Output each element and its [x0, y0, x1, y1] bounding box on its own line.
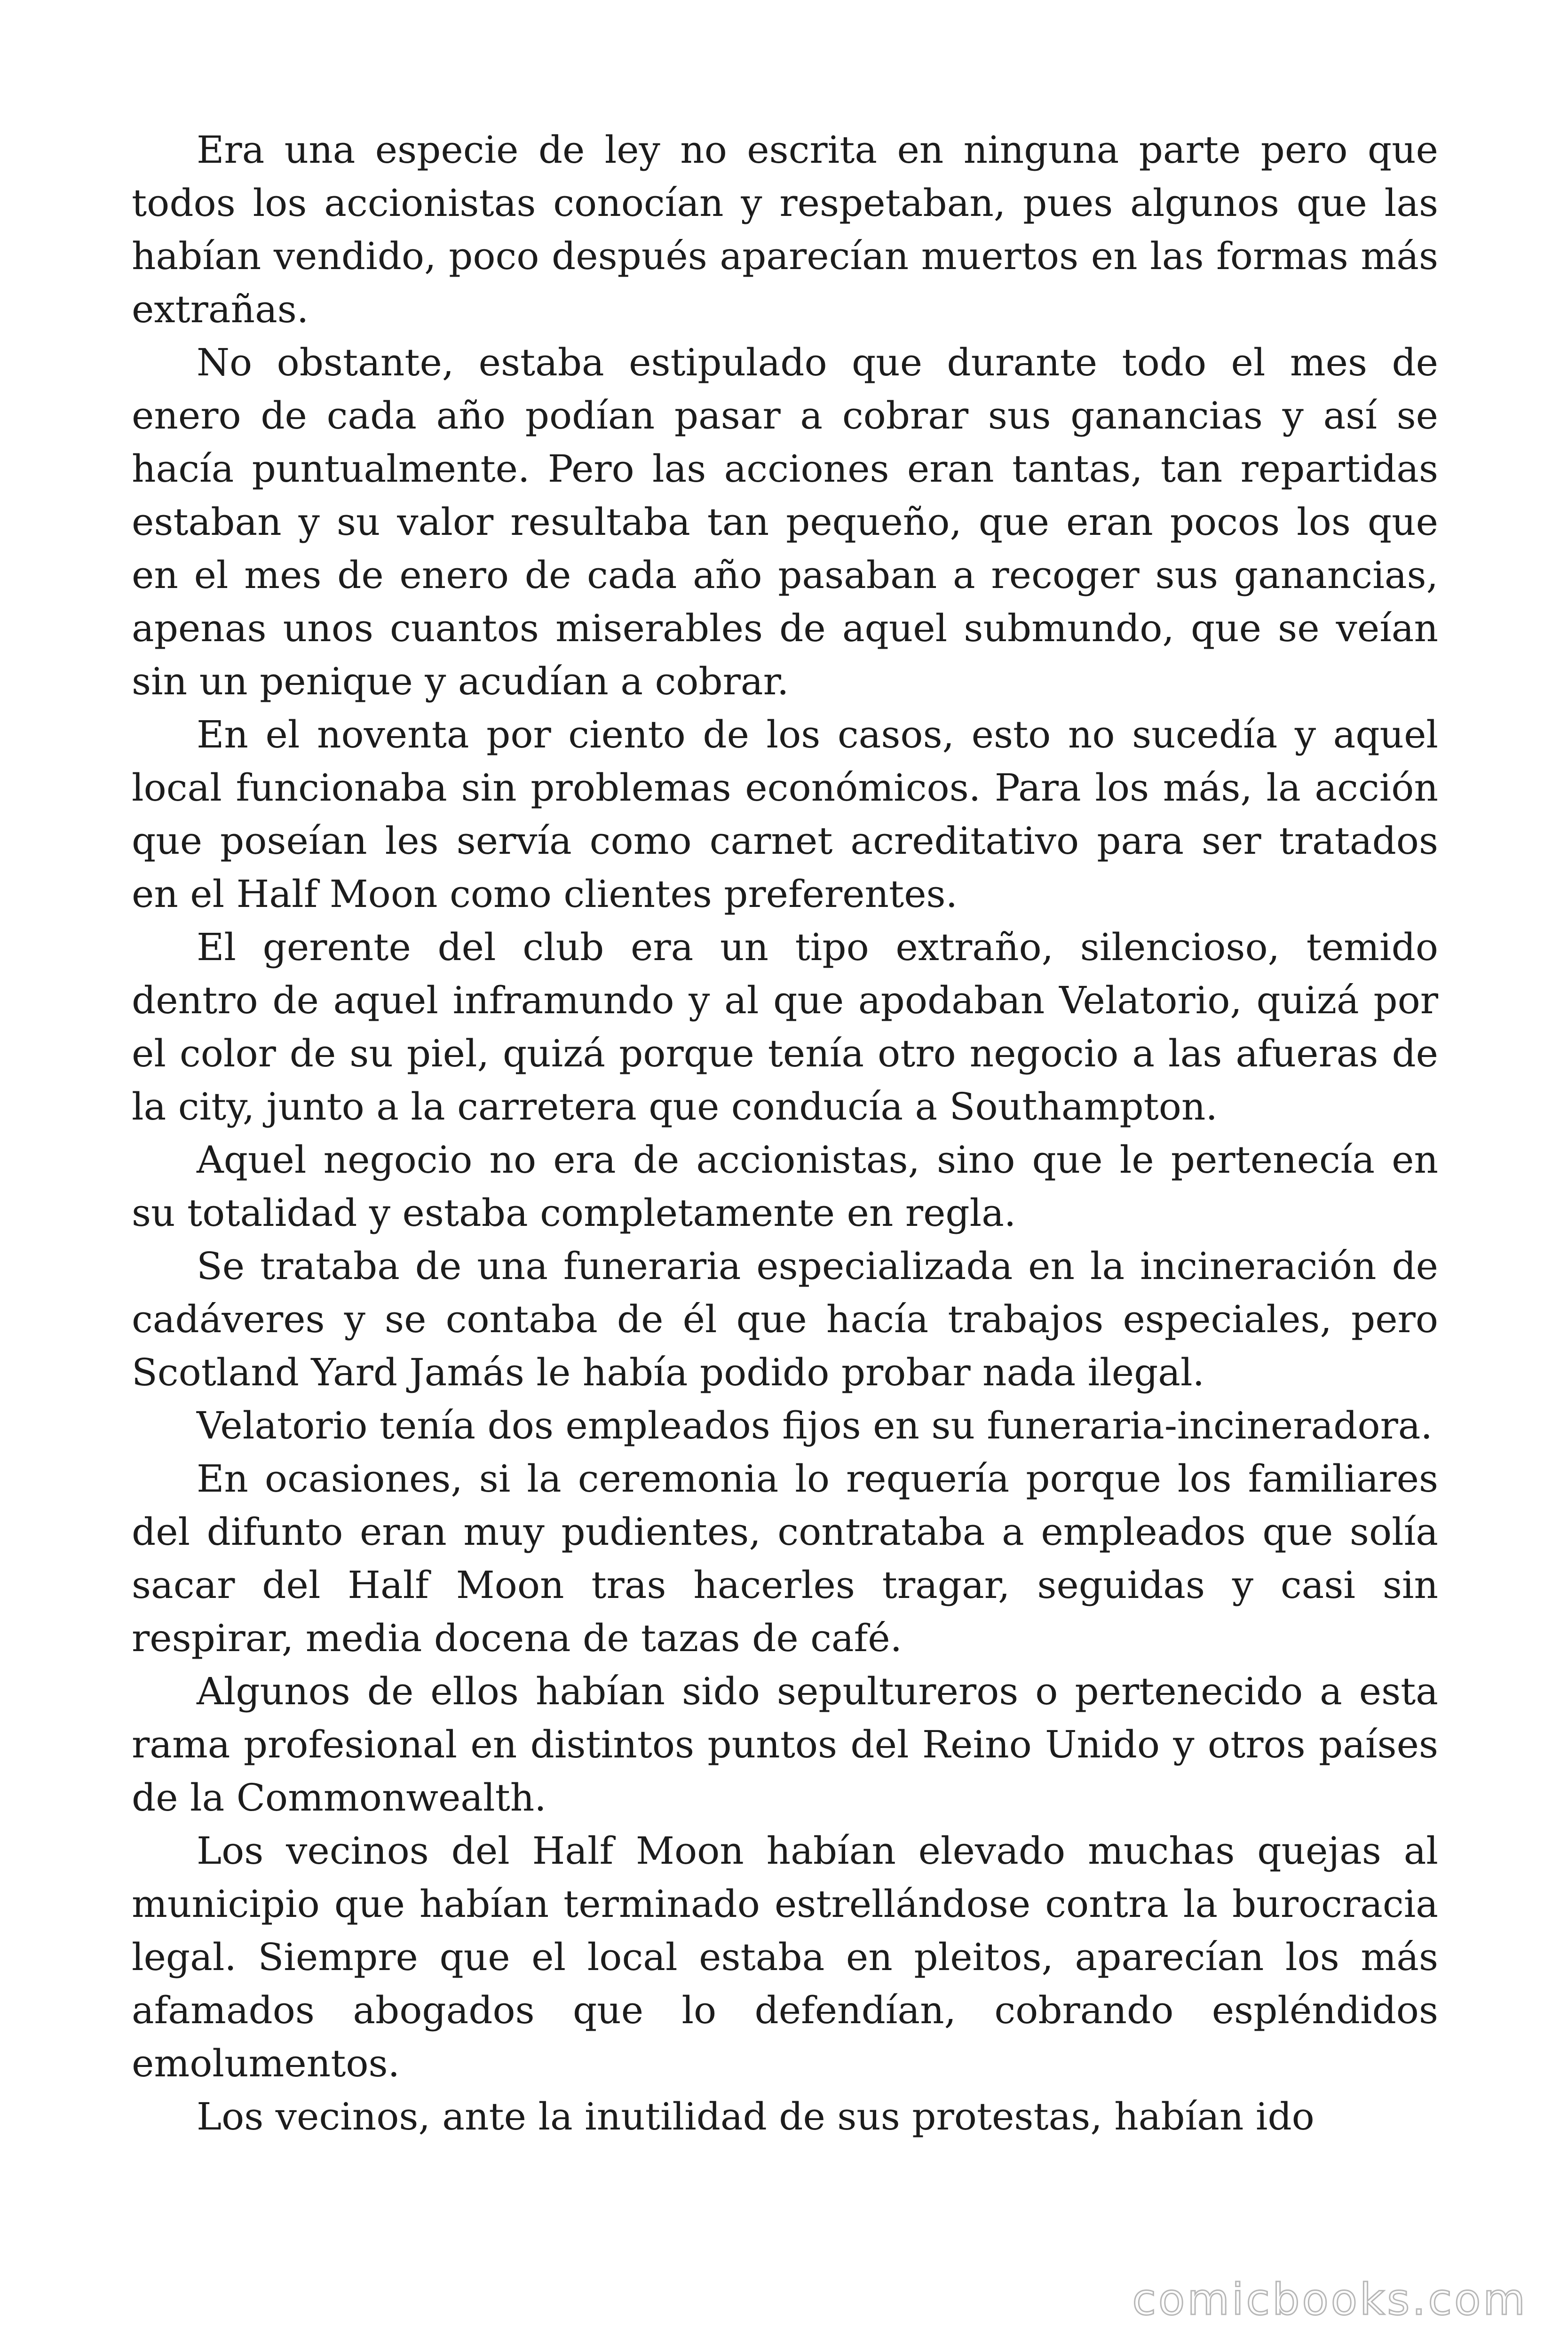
paragraph: Se trataba de una funeraria especializada en la incineración de cadáveres y se contaba de él que hacía trabajos especiales, pero Scotland Yard Jamás le había podido probar nada ilegal. — [132, 1244, 1438, 1394]
paragraph: Era una especie de ley no escrita en ninguna parte pero que todos los accionistas conocían y respetaban, pues algunos que las habían vendido, poco después aparecían muertos en las formas más extrañas. — [132, 128, 1438, 331]
paragraph: Algunos de ellos habían sido sepultureros o pertenecido a esta rama profesional en distintos puntos del Reino Unido y otros países de la Commonwealth. — [132, 1669, 1438, 1820]
paragraph: No obstante, estaba estipulado que durante todo el mes de enero de cada año podían pasar a cobrar sus ganancias y así se hacía puntualmente. Pero las acciones eran tantas, tan repartidas estaban y su valor resultaba tan pequeño, que eran pocos los que en el mes de enero de cada año pasaban a recoger sus ganancias, apenas unos cuantos miserables de aquel submundo, que se veían sin un penique y acudían a cobrar. — [132, 341, 1438, 703]
paragraph: Velatorio tenía dos empleados fijos en su funeraria-incineradora. — [197, 1404, 1433, 1447]
paragraph: Aquel negocio no era de accionistas, sino que le pertenecía en su totalidad y estaba completamente en regla. — [132, 1138, 1438, 1235]
paragraph: Los vecinos, ante la inutilidad de sus protestas, habían ido — [197, 2095, 1315, 2138]
paragraph: En el noventa por ciento de los casos, esto no sucedía y aquel local funcionaba sin problemas económicos. Para los más, la acción que poseían les servía como carnet acreditativo para ser tratados en el Half Moon como clientes preferentes. — [132, 713, 1438, 916]
site-watermark: comicbooks.com — [1132, 2274, 1528, 2325]
paragraph: Los vecinos del Half Moon habían elevado muchas quejas al municipio que habían terminado estrellándose contra la burocracia legal. Siempre que el local estaba en pleitos, aparecían los más afamados abogados que lo defendían, cobrando espléndidos emolumentos. — [132, 1829, 1438, 2085]
page-body — [132, 123, 1438, 2143]
paragraph: En ocasiones, si la ceremonia lo requería porque los familiares del difunto eran muy pudientes, contrataba a empleados que solía sacar del Half Moon tras hacerles tragar, seguidas y casi sin respirar, media docena de tazas de café. — [132, 1457, 1438, 1660]
paragraph: El gerente del club era un tipo extraño, silencioso, temido dentro de aquel inframundo y al que apodaban Velatorio, quizá por el color de su piel, quizá porque tenía otro negocio a las afueras de la city, junto a la carretera que conducía a Southampton. — [132, 925, 1438, 1128]
